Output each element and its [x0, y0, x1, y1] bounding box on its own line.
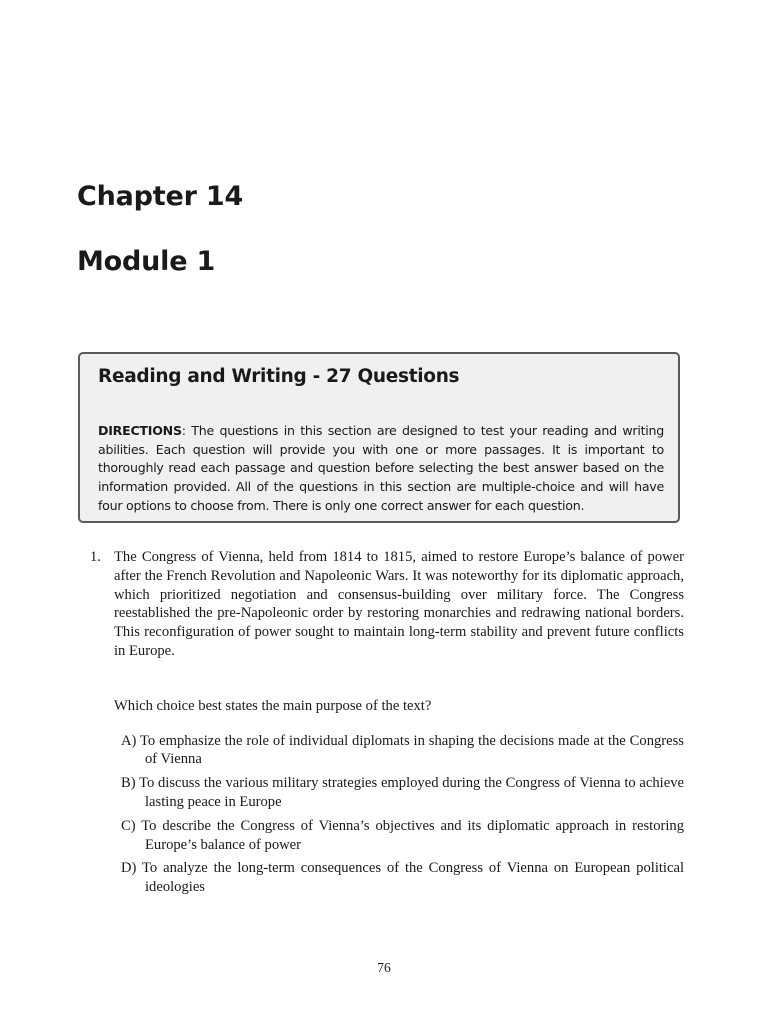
choice-c[interactable]: C) To describe the Congress of Vienna’s objectives and its diplomatic approach in restoring Europe’s balance of power: [121, 817, 684, 853]
page-number: 76: [377, 960, 391, 975]
directions-body: : The questions in this section are designed to test your reading and writing abilities. Each question will provide you with one or more passages. It is important to thoroughly read each passage and question before selecting the best answer based on the information provided. All of the questions in this section are multiple-choice and will have four options to choose from. There is only one correct answer for each question.: [98, 423, 664, 513]
question-number: 1.: [90, 549, 101, 565]
answer-choices: [121, 732, 684, 897]
choice-d[interactable]: D) To analyze the long-term consequences of the Congress of Vienna on European political ideologies: [121, 860, 684, 896]
question-prompt: Which choice best states the main purpose of the text?: [114, 697, 432, 714]
choice-a[interactable]: A) To emphasize the role of individual diplomats in shaping the decisions made at the Congress of Vienna: [121, 732, 684, 768]
question-1: [90, 548, 684, 902]
question-passage: The Congress of Vienna, held from 1814 to 1815, aimed to restore Europe’s balance of power after the French Revolution and Napoleonic Wars. It was noteworthy for its diplomatic approach, which prioritized negotiation and consensus-building over military force. The Congress reestablished the pre-Napoleonic order by restoring monarchies and redrawing national borders. This reconfiguration of power sought to maintain long-term stability and prevent future conflicts in Europe.: [114, 549, 684, 659]
directions-box: [78, 352, 680, 523]
directions-label: DIRECTIONS: [98, 423, 182, 438]
section-title: Reading and Writing - 27 Questions: [98, 366, 460, 387]
directions-text: [98, 422, 664, 516]
module-title: Module 1: [77, 246, 216, 277]
chapter-title: Chapter 14: [77, 181, 244, 212]
choice-b[interactable]: B) To discuss the various military strategies employed during the Congress of Vienna to achieve lasting peace in Europe: [121, 775, 684, 810]
